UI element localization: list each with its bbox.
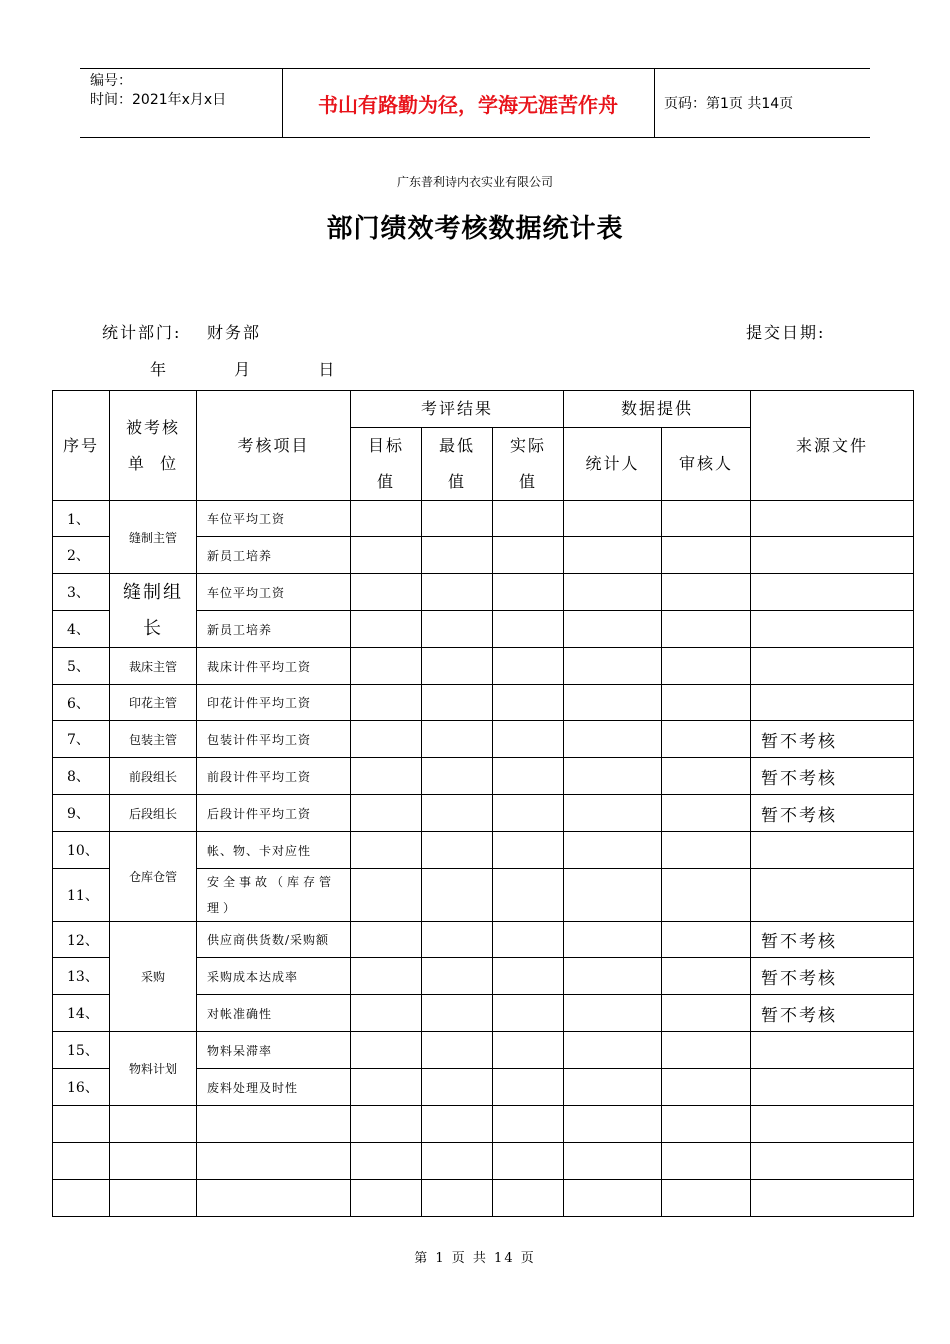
table-row xyxy=(53,685,914,721)
row-seq: 6、 xyxy=(53,685,110,721)
blank-cell xyxy=(751,1180,914,1217)
row-min-cell xyxy=(422,1069,493,1106)
row-actual-cell xyxy=(493,922,564,958)
col-unit-header-line2: 单 位 xyxy=(127,453,179,473)
row-min-cell xyxy=(422,995,493,1032)
row-stat-cell xyxy=(564,922,662,958)
table-row xyxy=(53,1032,914,1069)
row-item: 新员工培养 xyxy=(197,611,351,648)
row-unit: 缝制组长 xyxy=(110,574,197,648)
blank-cell xyxy=(197,1143,351,1180)
row-stat-cell xyxy=(564,685,662,721)
row-min-cell xyxy=(422,537,493,574)
blank-cell xyxy=(53,1143,110,1180)
row-source xyxy=(751,611,914,648)
row-actual-cell xyxy=(493,501,564,537)
row-source xyxy=(751,501,914,537)
blank-cell xyxy=(564,1180,662,1217)
row-review-cell xyxy=(662,611,751,648)
row-target-cell xyxy=(351,648,422,685)
row-seq: 9、 xyxy=(53,795,110,832)
blank-cell xyxy=(422,1180,493,1217)
row-review-cell xyxy=(662,995,751,1032)
row-stat-cell xyxy=(564,1032,662,1069)
col-unit-header xyxy=(110,391,197,501)
row-seq: 11、 xyxy=(53,869,110,922)
table-row xyxy=(53,574,914,611)
row-min-cell xyxy=(422,574,493,611)
row-target-cell xyxy=(351,501,422,537)
row-item: 供应商供货数/采购额 xyxy=(197,922,351,958)
blank-cell xyxy=(110,1106,197,1143)
row-stat-cell xyxy=(564,574,662,611)
row-stat-cell xyxy=(564,758,662,795)
company-name: 广东普利诗内衣实业有限公司 xyxy=(396,175,553,189)
page-footer: 第 1 页 共 14 页 xyxy=(414,1251,536,1266)
row-review-cell xyxy=(662,795,751,832)
row-source: 暂不考核 xyxy=(751,795,914,832)
row-min-cell xyxy=(422,1032,493,1069)
row-unit: 后段组长 xyxy=(110,795,197,832)
row-actual-cell xyxy=(493,611,564,648)
row-stat-cell xyxy=(564,501,662,537)
row-target-cell xyxy=(351,758,422,795)
row-stat-cell xyxy=(564,611,662,648)
row-item: 车位平均工资 xyxy=(197,574,351,611)
row-item: 帐、物、卡对应性 xyxy=(197,832,351,869)
row-target-cell xyxy=(351,611,422,648)
row-seq: 4、 xyxy=(53,611,110,648)
row-min-cell xyxy=(422,922,493,958)
row-min-cell xyxy=(422,869,493,922)
blank-cell xyxy=(564,1143,662,1180)
row-stat-cell xyxy=(564,648,662,685)
blank-cell xyxy=(493,1106,564,1143)
row-review-cell xyxy=(662,1069,751,1106)
submit-date-label: 提交日期: xyxy=(746,323,826,342)
row-unit: 裁床主管 xyxy=(110,648,197,685)
blank-cell xyxy=(53,1106,110,1143)
row-review-cell xyxy=(662,922,751,958)
row-source xyxy=(751,832,914,869)
col-min-header xyxy=(422,428,493,501)
col-actual-header-line2: 值 xyxy=(518,472,537,491)
row-item: 包装计件平均工资 xyxy=(197,721,351,758)
row-target-cell xyxy=(351,1032,422,1069)
row-stat-cell xyxy=(564,1069,662,1106)
row-stat-cell xyxy=(564,721,662,758)
row-seq: 16、 xyxy=(53,1069,110,1106)
row-review-cell xyxy=(662,1032,751,1069)
date-line: 年 月 日 xyxy=(150,360,345,379)
row-min-cell xyxy=(422,958,493,995)
dept-label: 统计部门: xyxy=(102,323,182,342)
header-time-label: 时间：2021年x月x日 xyxy=(90,92,227,108)
row-unit: 缝制主管 xyxy=(110,501,197,574)
blank-cell xyxy=(493,1143,564,1180)
row-unit: 物料计划 xyxy=(110,1032,197,1106)
row-seq: 1、 xyxy=(53,501,110,537)
row-actual-cell xyxy=(493,995,564,1032)
row-review-cell xyxy=(662,958,751,995)
row-seq: 10、 xyxy=(53,832,110,869)
blank-cell xyxy=(493,1180,564,1217)
blank-cell xyxy=(197,1180,351,1217)
row-source: 暂不考核 xyxy=(751,995,914,1032)
row-target-cell xyxy=(351,958,422,995)
col-min-header-line2: 值 xyxy=(447,472,466,491)
row-source xyxy=(751,869,914,922)
row-source xyxy=(751,574,914,611)
row-target-cell xyxy=(351,832,422,869)
row-source xyxy=(751,1032,914,1069)
row-review-cell xyxy=(662,537,751,574)
row-actual-cell xyxy=(493,869,564,922)
col-stat-header: 统计人 xyxy=(564,428,662,501)
row-min-cell xyxy=(422,611,493,648)
row-item: 废料处理及时性 xyxy=(197,1069,351,1106)
row-actual-cell xyxy=(493,537,564,574)
blank-cell xyxy=(351,1180,422,1217)
col-review-header: 审核人 xyxy=(662,428,751,501)
table-row xyxy=(53,648,914,685)
table-row xyxy=(53,721,914,758)
row-min-cell xyxy=(422,795,493,832)
col-target-header xyxy=(351,428,422,501)
row-source: 暂不考核 xyxy=(751,721,914,758)
table-row xyxy=(53,832,914,869)
row-min-cell xyxy=(422,501,493,537)
col-actual-header xyxy=(493,428,564,501)
row-unit: 印花主管 xyxy=(110,685,197,721)
row-actual-cell xyxy=(493,758,564,795)
table-row xyxy=(53,501,914,537)
row-target-cell xyxy=(351,795,422,832)
row-item: 后段计件平均工资 xyxy=(197,795,351,832)
row-target-cell xyxy=(351,1069,422,1106)
blank-cell xyxy=(53,1180,110,1217)
header-motto: 书山有路勤为径，学海无涯苦作舟 xyxy=(282,69,655,137)
col-source-header: 来源文件 xyxy=(751,391,914,501)
blank-row xyxy=(53,1106,914,1143)
row-source: 暂不考核 xyxy=(751,958,914,995)
row-review-cell xyxy=(662,574,751,611)
row-unit: 前段组长 xyxy=(110,758,197,795)
header-page-info: 页码：第1页 共14页 xyxy=(664,96,794,112)
row-review-cell xyxy=(662,501,751,537)
row-stat-cell xyxy=(564,958,662,995)
row-target-cell xyxy=(351,869,422,922)
document-title: 部门绩效考核数据统计表 xyxy=(326,214,624,244)
row-item: 对帐准确性 xyxy=(197,995,351,1032)
blank-cell xyxy=(110,1180,197,1217)
row-review-cell xyxy=(662,758,751,795)
blank-cell xyxy=(351,1106,422,1143)
row-unit: 采购 xyxy=(110,922,197,1032)
blank-cell xyxy=(422,1106,493,1143)
row-unit: 仓库仓管 xyxy=(110,832,197,922)
row-target-cell xyxy=(351,995,422,1032)
row-stat-cell xyxy=(564,869,662,922)
col-target-header-line2: 值 xyxy=(376,472,395,491)
col-seq-header: 序号 xyxy=(53,391,110,501)
row-target-cell xyxy=(351,721,422,758)
blank-cell xyxy=(422,1143,493,1180)
blank-cell xyxy=(197,1106,351,1143)
blank-cell xyxy=(662,1180,751,1217)
row-source xyxy=(751,537,914,574)
row-review-cell xyxy=(662,869,751,922)
col-target-header-line1: 目标 xyxy=(367,436,404,455)
row-seq: 13、 xyxy=(53,958,110,995)
table-row xyxy=(53,795,914,832)
blank-cell xyxy=(662,1106,751,1143)
row-actual-cell xyxy=(493,685,564,721)
header-row-1 xyxy=(53,391,914,428)
row-item: 新员工培养 xyxy=(197,537,351,574)
row-actual-cell xyxy=(493,648,564,685)
row-seq: 2、 xyxy=(53,537,110,574)
row-unit: 包装主管 xyxy=(110,721,197,758)
col-actual-header-line1: 实际 xyxy=(509,436,546,455)
row-actual-cell xyxy=(493,1032,564,1069)
col-unit-header-line1: 被考核 xyxy=(125,417,180,437)
dept-value: 财务部 xyxy=(207,323,262,342)
row-seq: 7、 xyxy=(53,721,110,758)
row-item: 前段计件平均工资 xyxy=(197,758,351,795)
row-target-cell xyxy=(351,574,422,611)
header-number-label: 编号： xyxy=(90,73,132,89)
row-review-cell xyxy=(662,648,751,685)
col-min-header-line1: 最低 xyxy=(438,436,475,455)
row-source: 暂不考核 xyxy=(751,922,914,958)
row-item: 裁床计件平均工资 xyxy=(197,648,351,685)
row-min-cell xyxy=(422,721,493,758)
row-actual-cell xyxy=(493,574,564,611)
row-target-cell xyxy=(351,685,422,721)
row-seq: 5、 xyxy=(53,648,110,685)
row-seq: 3、 xyxy=(53,574,110,611)
row-review-cell xyxy=(662,832,751,869)
page-header xyxy=(80,68,870,138)
row-source xyxy=(751,648,914,685)
data-group-header: 数据提供 xyxy=(564,391,751,428)
blank-cell xyxy=(351,1143,422,1180)
result-group-header: 考评结果 xyxy=(351,391,564,428)
row-item: 车位平均工资 xyxy=(197,501,351,537)
row-review-cell xyxy=(662,685,751,721)
row-seq: 14、 xyxy=(53,995,110,1032)
table-row xyxy=(53,922,914,958)
row-item: 安全事故（库存管理） xyxy=(197,869,351,922)
row-min-cell xyxy=(422,648,493,685)
row-item: 采购成本达成率 xyxy=(197,958,351,995)
row-review-cell xyxy=(662,721,751,758)
row-source xyxy=(751,1069,914,1106)
row-actual-cell xyxy=(493,795,564,832)
performance-table xyxy=(52,390,914,1217)
row-target-cell xyxy=(351,922,422,958)
row-seq: 8、 xyxy=(53,758,110,795)
table-row xyxy=(53,758,914,795)
blank-cell xyxy=(564,1106,662,1143)
row-seq: 15、 xyxy=(53,1032,110,1069)
blank-row xyxy=(53,1180,914,1217)
row-item: 物料呆滞率 xyxy=(197,1032,351,1069)
row-stat-cell xyxy=(564,537,662,574)
blank-cell xyxy=(110,1143,197,1180)
row-source xyxy=(751,685,914,721)
row-target-cell xyxy=(351,537,422,574)
row-item: 印花计件平均工资 xyxy=(197,685,351,721)
blank-cell xyxy=(751,1106,914,1143)
row-stat-cell xyxy=(564,795,662,832)
header-meta xyxy=(80,69,283,137)
row-actual-cell xyxy=(493,721,564,758)
row-stat-cell xyxy=(564,832,662,869)
row-actual-cell xyxy=(493,1069,564,1106)
row-source: 暂不考核 xyxy=(751,758,914,795)
row-stat-cell xyxy=(564,995,662,1032)
row-min-cell xyxy=(422,832,493,869)
col-item-header: 考核项目 xyxy=(197,391,351,501)
blank-cell xyxy=(751,1143,914,1180)
row-actual-cell xyxy=(493,832,564,869)
row-min-cell xyxy=(422,685,493,721)
row-actual-cell xyxy=(493,958,564,995)
blank-cell xyxy=(662,1143,751,1180)
blank-row xyxy=(53,1143,914,1180)
row-min-cell xyxy=(422,758,493,795)
row-seq: 12、 xyxy=(53,922,110,958)
